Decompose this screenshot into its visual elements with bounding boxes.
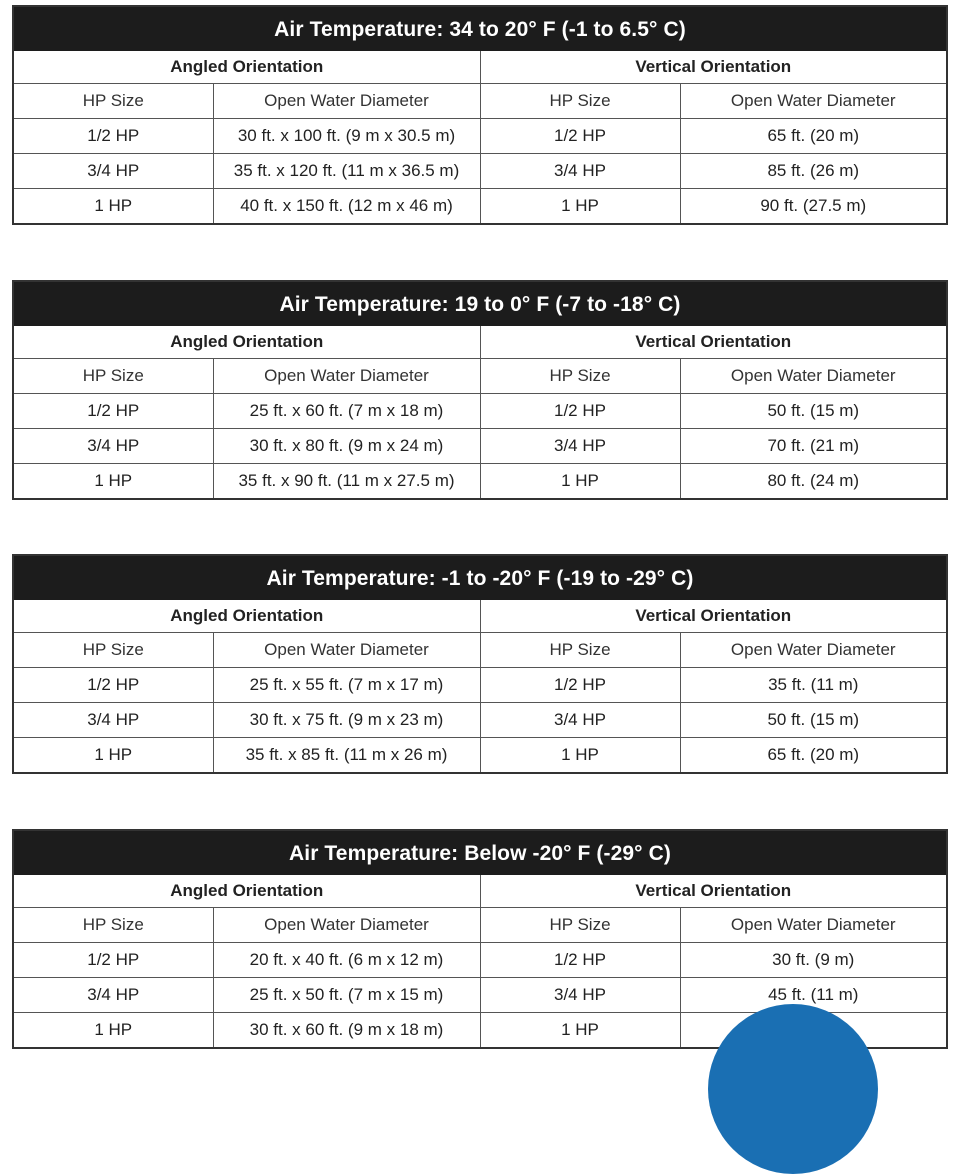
angled-orientation-header: Angled Orientation bbox=[14, 600, 480, 633]
open-water-diameter-header: Open Water Diameter bbox=[680, 359, 946, 394]
table-title: Air Temperature: 34 to 20° F (-1 to 6.5° C) bbox=[14, 7, 946, 51]
hp-size-header: HP Size bbox=[14, 359, 213, 394]
vertical-orientation-header: Vertical Orientation bbox=[480, 600, 946, 633]
angled-diameter-cell: 20 ft. x 40 ft. (6 m x 12 m) bbox=[213, 943, 480, 978]
vertical-hp-cell: 1 HP bbox=[480, 189, 680, 224]
hp-size-header: HP Size bbox=[14, 908, 213, 943]
angled-hp-cell: 1/2 HP bbox=[14, 119, 213, 154]
table-row bbox=[14, 119, 946, 154]
table-row bbox=[14, 943, 946, 978]
angled-hp-cell: 1 HP bbox=[14, 738, 213, 773]
vertical-hp-cell: 3/4 HP bbox=[480, 429, 680, 464]
table-row bbox=[14, 703, 946, 738]
angled-hp-cell: 1/2 HP bbox=[14, 394, 213, 429]
angled-orientation-header: Angled Orientation bbox=[14, 326, 480, 359]
table-row bbox=[14, 154, 946, 189]
angled-hp-cell: 3/4 HP bbox=[14, 703, 213, 738]
angled-hp-cell: 1 HP bbox=[14, 189, 213, 224]
table-row bbox=[14, 429, 946, 464]
vertical-hp-cell: 1/2 HP bbox=[480, 668, 680, 703]
open-water-diameter-header: Open Water Diameter bbox=[680, 908, 946, 943]
angled-diameter-cell: 25 ft. x 60 ft. (7 m x 18 m) bbox=[213, 394, 480, 429]
angled-diameter-cell: 35 ft. x 85 ft. (11 m x 26 m) bbox=[213, 738, 480, 773]
angled-diameter-cell: 40 ft. x 150 ft. (12 m x 46 m) bbox=[213, 189, 480, 224]
size-table bbox=[14, 51, 946, 223]
table-title: Air Temperature: -1 to -20° F (-19 to -29° C) bbox=[14, 556, 946, 600]
temperature-table-3 bbox=[12, 554, 948, 774]
vertical-diameter-cell: 80 ft. (24 m) bbox=[680, 464, 946, 499]
angled-hp-cell: 3/4 HP bbox=[14, 429, 213, 464]
hp-size-header: HP Size bbox=[480, 908, 680, 943]
angled-diameter-cell: 30 ft. x 60 ft. (9 m x 18 m) bbox=[213, 1013, 480, 1048]
table-row bbox=[14, 668, 946, 703]
angled-diameter-cell: 35 ft. x 90 ft. (11 m x 27.5 m) bbox=[213, 464, 480, 499]
vertical-orientation-header: Vertical Orientation bbox=[480, 326, 946, 359]
vertical-hp-cell: 1 HP bbox=[480, 464, 680, 499]
overlay-circle bbox=[708, 1004, 878, 1174]
hp-size-header: HP Size bbox=[480, 359, 680, 394]
open-water-diameter-header: Open Water Diameter bbox=[680, 633, 946, 668]
vertical-diameter-cell: 90 ft. (27.5 m) bbox=[680, 189, 946, 224]
angled-hp-cell: 1/2 HP bbox=[14, 668, 213, 703]
angled-diameter-cell: 30 ft. x 80 ft. (9 m x 24 m) bbox=[213, 429, 480, 464]
table-title: Air Temperature: Below -20° F (-29° C) bbox=[14, 831, 946, 875]
angled-diameter-cell: 25 ft. x 50 ft. (7 m x 15 m) bbox=[213, 978, 480, 1013]
angled-diameter-cell: 30 ft. x 75 ft. (9 m x 23 m) bbox=[213, 703, 480, 738]
vertical-diameter-cell: 65 ft. (20 m) bbox=[680, 119, 946, 154]
vertical-hp-cell: 1 HP bbox=[480, 1013, 680, 1048]
hp-size-header: HP Size bbox=[480, 84, 680, 119]
angled-diameter-cell: 25 ft. x 55 ft. (7 m x 17 m) bbox=[213, 668, 480, 703]
table-row bbox=[14, 738, 946, 773]
open-water-diameter-header: Open Water Diameter bbox=[213, 633, 480, 668]
vertical-diameter-cell: 30 ft. (9 m) bbox=[680, 943, 946, 978]
vertical-orientation-header: Vertical Orientation bbox=[480, 875, 946, 908]
vertical-diameter-cell: 70 ft. (21 m) bbox=[680, 429, 946, 464]
vertical-orientation-header: Vertical Orientation bbox=[480, 51, 946, 84]
vertical-hp-cell: 1 HP bbox=[480, 738, 680, 773]
vertical-diameter-cell: 35 ft. (11 m) bbox=[680, 668, 946, 703]
vertical-hp-cell: 1/2 HP bbox=[480, 943, 680, 978]
vertical-diameter-cell: 85 ft. (26 m) bbox=[680, 154, 946, 189]
angled-hp-cell: 3/4 HP bbox=[14, 978, 213, 1013]
angled-diameter-cell: 30 ft. x 100 ft. (9 m x 30.5 m) bbox=[213, 119, 480, 154]
temperature-table-1 bbox=[12, 5, 948, 225]
angled-orientation-header: Angled Orientation bbox=[14, 875, 480, 908]
open-water-diameter-header: Open Water Diameter bbox=[213, 908, 480, 943]
size-table bbox=[14, 326, 946, 498]
vertical-hp-cell: 3/4 HP bbox=[480, 703, 680, 738]
temperature-table-2 bbox=[12, 280, 948, 500]
table-title: Air Temperature: 19 to 0° F (-7 to -18° C) bbox=[14, 282, 946, 326]
vertical-diameter-cell: 50 ft. (15 m) bbox=[680, 394, 946, 429]
vertical-hp-cell: 3/4 HP bbox=[480, 154, 680, 189]
hp-size-header: HP Size bbox=[480, 633, 680, 668]
angled-hp-cell: 1 HP bbox=[14, 1013, 213, 1048]
open-water-diameter-header: Open Water Diameter bbox=[213, 359, 480, 394]
hp-size-header: HP Size bbox=[14, 633, 213, 668]
angled-hp-cell: 1 HP bbox=[14, 464, 213, 499]
angled-hp-cell: 3/4 HP bbox=[14, 154, 213, 189]
vertical-hp-cell: 1/2 HP bbox=[480, 394, 680, 429]
angled-orientation-header: Angled Orientation bbox=[14, 51, 480, 84]
vertical-diameter-cell: 50 ft. (15 m) bbox=[680, 703, 946, 738]
angled-hp-cell: 1/2 HP bbox=[14, 943, 213, 978]
table-row bbox=[14, 394, 946, 429]
table-row bbox=[14, 189, 946, 224]
vertical-hp-cell: 1/2 HP bbox=[480, 119, 680, 154]
vertical-hp-cell: 3/4 HP bbox=[480, 978, 680, 1013]
vertical-diameter-cell: 65 ft. (20 m) bbox=[680, 738, 946, 773]
hp-size-header: HP Size bbox=[14, 84, 213, 119]
open-water-diameter-header: Open Water Diameter bbox=[680, 84, 946, 119]
open-water-diameter-header: Open Water Diameter bbox=[213, 84, 480, 119]
table-row bbox=[14, 464, 946, 499]
size-table bbox=[14, 600, 946, 772]
vertical-diameter-cell: 45 ft. (11 m) bbox=[680, 978, 946, 1013]
angled-diameter-cell: 35 ft. x 120 ft. (11 m x 36.5 m) bbox=[213, 154, 480, 189]
